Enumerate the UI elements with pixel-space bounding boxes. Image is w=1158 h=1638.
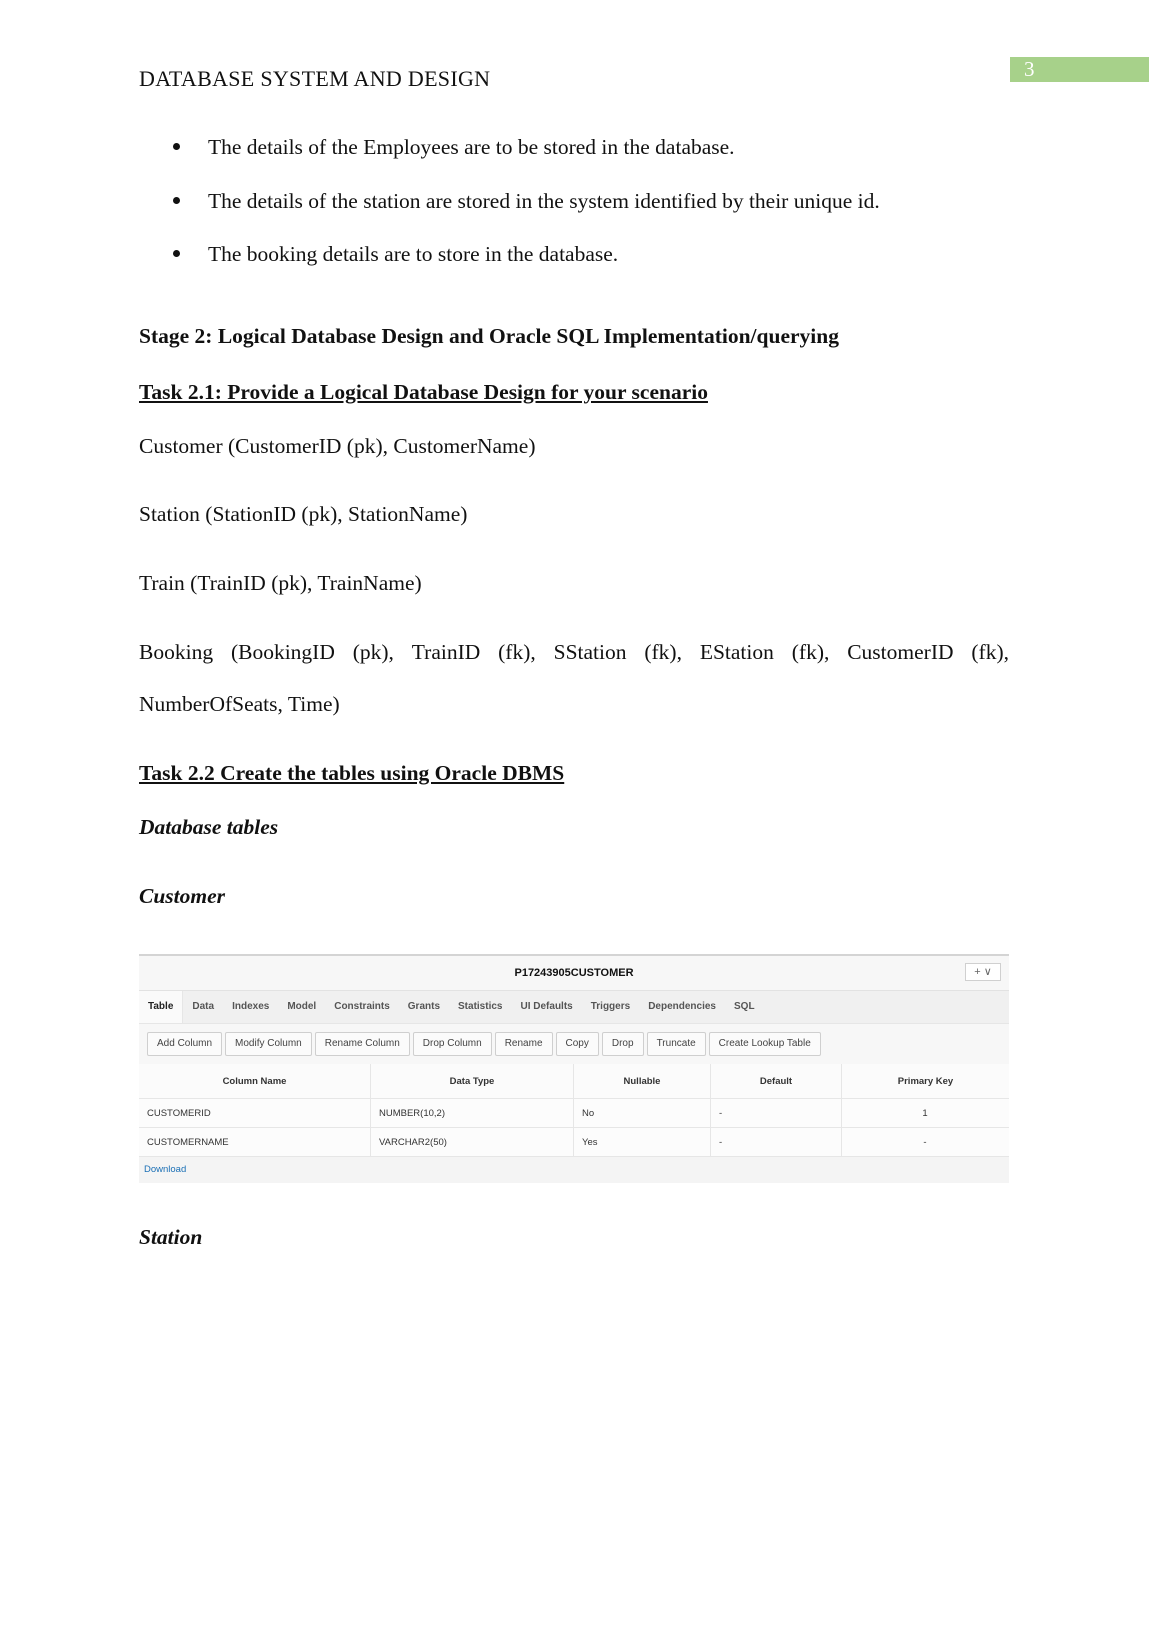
task22-heading: Task 2.2 Create the tables using Oracle DBMS bbox=[139, 761, 565, 785]
oracle-table-screenshot bbox=[139, 954, 1009, 1176]
table-cell: CUSTOMERID bbox=[139, 1099, 371, 1128]
actions-menu-button[interactable]: + ∨ bbox=[965, 963, 1001, 981]
table-row bbox=[139, 1128, 1009, 1157]
booking-relation-line1: Booking (BookingID (pk), TrainID (fk), SStation (fk), EStation (fk), CustomerID (fk), bbox=[139, 640, 1009, 664]
rename-button[interactable]: Rename bbox=[495, 1032, 553, 1056]
table-cell: Yes bbox=[574, 1128, 711, 1157]
table-header-row bbox=[139, 1064, 1009, 1099]
tab-data[interactable]: Data bbox=[192, 1001, 215, 1012]
tab-triggers[interactable]: Triggers bbox=[590, 1001, 631, 1012]
customer-relation: Customer (CustomerID (pk), CustomerName) bbox=[139, 434, 536, 458]
customer-table-label: Customer bbox=[139, 884, 226, 908]
truncate-button[interactable]: Truncate bbox=[647, 1032, 706, 1056]
bullet-icon bbox=[173, 143, 180, 150]
list-item: The details of the Employees are to be stored in the database. bbox=[139, 134, 880, 188]
table-cell: VARCHAR2(50) bbox=[371, 1128, 574, 1157]
column-header[interactable]: Column Name bbox=[139, 1064, 371, 1099]
task21-heading: Task 2.1: Provide a Logical Database Design for your scenario bbox=[139, 380, 708, 404]
tab-constraints[interactable]: Constraints bbox=[334, 1001, 390, 1012]
create-lookup-table-button[interactable]: Create Lookup Table bbox=[709, 1032, 821, 1056]
tab-grants[interactable]: Grants bbox=[407, 1001, 441, 1012]
page-number: 3 bbox=[1010, 57, 1149, 82]
table-cell: CUSTOMERNAME bbox=[139, 1128, 371, 1157]
list-item: The booking details are to store in the database. bbox=[139, 241, 880, 295]
train-relation: Train (TrainID (pk), TrainName) bbox=[139, 571, 422, 595]
rename-column-button[interactable]: Rename Column bbox=[315, 1032, 410, 1056]
columns-table bbox=[139, 1064, 1009, 1157]
tab-ui-defaults[interactable]: UI Defaults bbox=[520, 1001, 573, 1012]
tab-indexes[interactable]: Indexes bbox=[232, 1001, 270, 1012]
table-toolbar bbox=[139, 1024, 1009, 1064]
tab-bar bbox=[139, 991, 1009, 1024]
running-header: DATABASE SYSTEM AND DESIGN bbox=[139, 66, 491, 91]
add-column-button[interactable]: Add Column bbox=[147, 1032, 222, 1056]
drop-button[interactable]: Drop bbox=[602, 1032, 644, 1056]
table-cell: - bbox=[711, 1128, 842, 1157]
column-header[interactable]: Primary Key bbox=[842, 1064, 1010, 1099]
column-header[interactable]: Default bbox=[711, 1064, 842, 1099]
requirements-list bbox=[139, 134, 880, 295]
booking-relation-line2: NumberOfSeats, Time) bbox=[139, 692, 340, 716]
station-relation: Station (StationID (pk), StationName) bbox=[139, 502, 468, 526]
tab-model[interactable]: Model bbox=[287, 1001, 317, 1012]
table-title: P17243905CUSTOMER + ∨ bbox=[139, 956, 1009, 991]
bullet-icon bbox=[173, 250, 180, 257]
bullet-icon bbox=[173, 197, 180, 204]
list-item: The details of the station are stored in the system identified by their unique id. bbox=[139, 188, 880, 242]
download-link[interactable]: Download bbox=[139, 1157, 1009, 1183]
column-header[interactable]: Nullable bbox=[574, 1064, 711, 1099]
table-row bbox=[139, 1099, 1009, 1128]
table-cell: NUMBER(10,2) bbox=[371, 1099, 574, 1128]
tab-dependencies[interactable]: Dependencies bbox=[648, 1001, 716, 1012]
table-cell: - bbox=[842, 1128, 1010, 1157]
database-tables-subheading: Database tables bbox=[139, 815, 279, 839]
drop-column-button[interactable]: Drop Column bbox=[413, 1032, 492, 1056]
tab-table[interactable]: Table bbox=[139, 991, 183, 1023]
stage2-heading: Stage 2: Logical Database Design and Oracle SQL Implementation/querying bbox=[139, 324, 839, 348]
modify-column-button[interactable]: Modify Column bbox=[225, 1032, 312, 1056]
table-cell: 1 bbox=[842, 1099, 1010, 1128]
station-table-label: Station bbox=[139, 1225, 203, 1249]
column-header[interactable]: Data Type bbox=[371, 1064, 574, 1099]
tab-sql[interactable]: SQL bbox=[734, 1001, 755, 1012]
copy-button[interactable]: Copy bbox=[556, 1032, 599, 1056]
table-cell: No bbox=[574, 1099, 711, 1128]
table-cell: - bbox=[711, 1099, 842, 1128]
tab-statistics[interactable]: Statistics bbox=[458, 1001, 503, 1012]
